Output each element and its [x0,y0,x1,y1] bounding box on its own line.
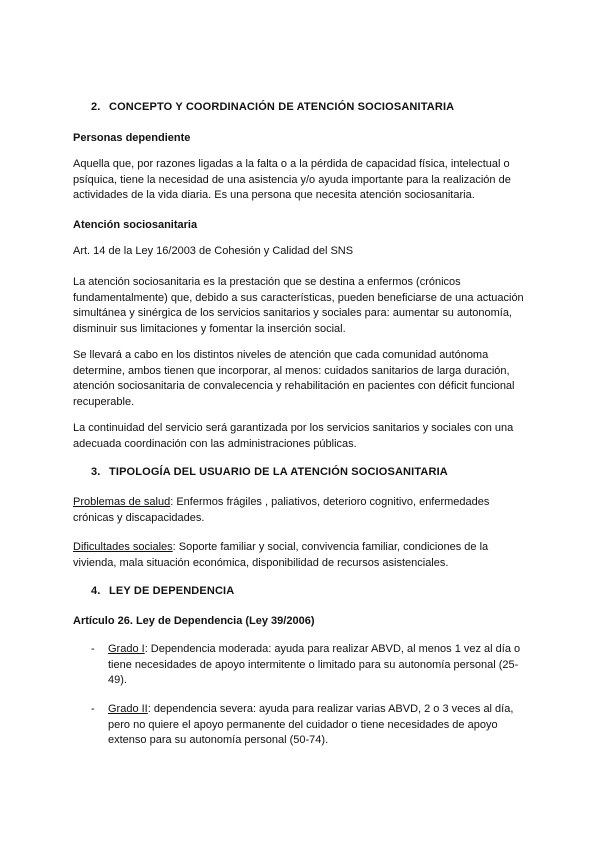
section-2-heading [91,101,454,113]
grado-1-label: Grado I [108,643,145,655]
section-4-title: LEY DE DEPENDENCIA [109,585,235,597]
section-3-title: TIPOLOGÍA DEL USUARIO DE LA ATENCIÓN SOCIOSANITARIA [109,466,448,478]
grado-2-label: Grado II [108,703,148,715]
section-3-number: 3. [91,466,101,478]
list-item [91,642,533,689]
atencion-paragraph-3: La continuidad del servicio será garantizada por los servicios sanitarios y sociales con una adecuada coordinación con las administraciones públicas. [73,422,514,450]
section-3-heading [91,466,448,478]
atencion-paragraph-2: Se llevará a cabo en los distintos niveles de atención que cada comunidad autónoma determine, ambos tienen que incorporar, al menos: cuidados sanitarios de larga duración, atención sociosanitaria de convalecencia y rehabilitación en pacientes con déficit funcional recuperable. [73,349,515,408]
personas-heading: Personas dependiente [73,132,191,144]
list-item-text [108,642,533,689]
section-4-number: 4. [91,585,101,597]
list-dash: - [91,703,95,715]
personas-paragraph: Aquella que, por razones ligadas a la falta o a la pérdida de capacidad física, intelectual o psíquica, tiene la necesidad de una asistencia y/o ayuda importante para la realización de actividades de la vida diaria. Es una persona que necesita atención sociosanitaria. [73,158,511,202]
problemas-salud-paragraph [73,495,533,526]
list-item-text [108,702,533,749]
grado-1-text: : Dependencia moderada: ayuda para realizar ABVD, al menos 1 vez al día o tiene necesidades de apoyo intermitente o limitado para su autonomía personal (25-49). [108,643,521,687]
list-item [91,702,533,749]
dificultades-sociales-text: : Soporte familiar y social, convivencia familiar, condiciones de la vivienda, mala situación económica, disponibilidad de recursos asistenciales. [73,541,489,569]
dificultades-sociales-label: Dificultades sociales [73,541,173,553]
articulo-26-heading: Artículo 26. Ley de Dependencia (Ley 39/2006) [73,615,315,627]
dificultades-sociales-paragraph [73,540,533,571]
atencion-heading: Atención sociosanitaria [73,219,198,231]
list-dash: - [91,643,95,655]
section-2-number: 2. [91,101,101,113]
grado-2-text: : dependencia severa: ayuda para realizar varias ABVD, 2 o 3 veces al día, pero no quiere el apoyo permanente del cuidador o tiene necesidades de apoyo extenso para su autonomía personal (50-74). [108,703,514,747]
section-4-heading [91,585,234,597]
problemas-salud-text: : Enfermos frágiles , paliativos, deterioro cognitivo, enfermedades crónicas y discapacidades. [73,496,490,524]
problemas-salud-label: Problemas de salud [73,496,171,508]
atencion-reference: Art. 14 de la Ley 16/2003 de Cohesión y Calidad del SNS [73,245,354,257]
section-2-title: CONCEPTO Y COORDINACIÓN DE ATENCIÓN SOCIOSANITARIA [109,101,455,113]
atencion-paragraph-1: La atención sociosanitaria es la prestación que se destina a enfermos (crónicos fundamentalmente) que, debido a sus características, pueden beneficiarse de una actuación simultánea y sinérgica de los servicios sanitarios y sociales para: aumentar su autonomía, disminuir sus limitaciones y fomentar la inserción social. [73,276,524,335]
